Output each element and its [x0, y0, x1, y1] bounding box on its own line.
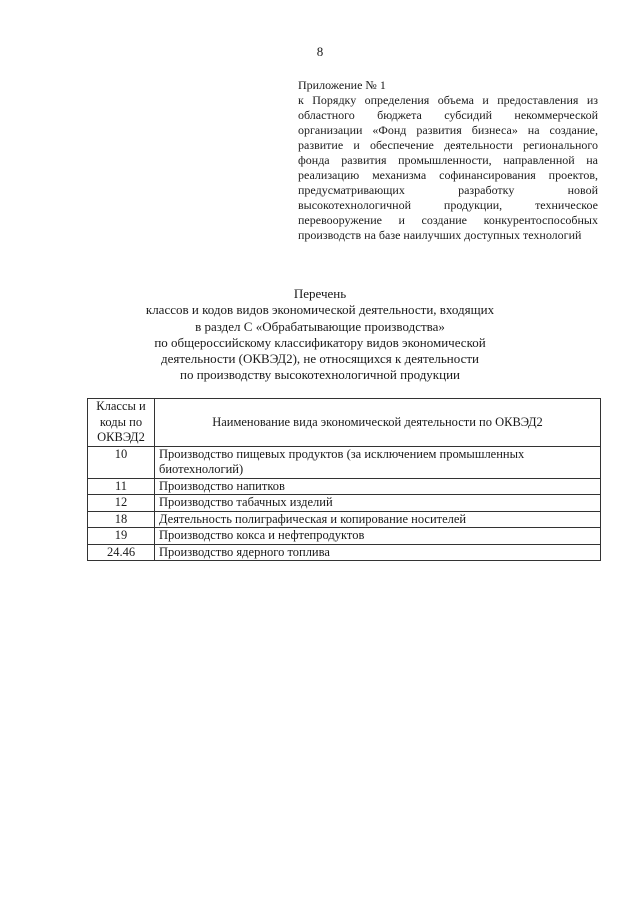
list-title: [0, 286, 640, 384]
appendix-text: к Порядку определения объема и предоставления из областного бюджета субсидий некоммерческой организации «Фонд развития бизнеса» на создание, развитие и обеспечение деятельности регионального фонда развития промышленности, направленной на реализацию механизма софинансирования проектов, предусматривающих разработку новой высокотехнологичной продукции, техническое перевооружение и создание конкурентоспособных производств на базе наилучших доступных технологий: [298, 93, 598, 242]
table-row: [88, 495, 601, 512]
row-name: Производство табачных изделий: [155, 495, 601, 512]
list-title-line: деятельности (ОКВЭД2), не относящихся к деятельности: [160, 351, 479, 367]
header-name: Наименование вида экономической деятельности по ОКВЭД2: [155, 399, 601, 447]
table-row: [88, 528, 601, 545]
row-code: 11: [88, 478, 155, 495]
list-title-line: по производству высокотехнологичной продукции: [180, 367, 460, 383]
list-title-line: в раздел С «Обрабатывающие производства»: [195, 318, 445, 334]
table-row: [88, 478, 601, 495]
row-name: Производство пищевых продуктов (за исключением промышленных биотехнологий): [155, 446, 601, 478]
row-name: Производство ядерного топлива: [155, 544, 601, 561]
row-code: 19: [88, 528, 155, 545]
table-row: [88, 511, 601, 528]
list-title-line: по общероссийскому классификатору видов экономической: [154, 334, 486, 350]
okved-codes-table: [87, 398, 601, 561]
table-row: [88, 446, 601, 478]
row-code: 10: [88, 446, 155, 478]
table-row: [88, 544, 601, 561]
appendix-title: Приложение № 1: [298, 78, 386, 92]
row-name: Деятельность полиграфическая и копирование носителей: [155, 511, 601, 528]
row-code: 18: [88, 511, 155, 528]
row-name: Производство кокса и нефтепродуктов: [155, 528, 601, 545]
row-name: Производство напитков: [155, 478, 601, 495]
list-title-line: классов и кодов видов экономической деятельности, входящих: [145, 302, 495, 318]
appendix-block: [298, 78, 598, 243]
page-number: 8: [316, 44, 324, 59]
table-header-row: [88, 399, 601, 447]
list-title-heading: Перечень: [293, 286, 347, 301]
header-code: Классы и коды по ОКВЭД2: [88, 399, 155, 447]
row-code: 24.46: [88, 544, 155, 561]
row-code: 12: [88, 495, 155, 512]
